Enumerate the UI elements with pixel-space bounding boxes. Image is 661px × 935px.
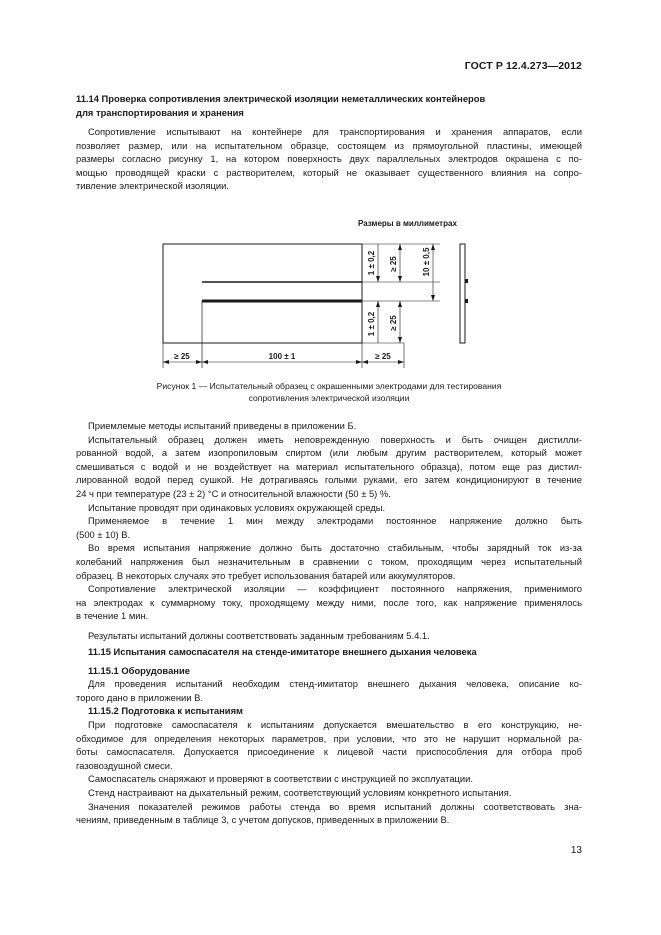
dim-electrode-bottom: 1 ± 0,2 — [367, 311, 376, 337]
text-line: мощью проводящей краски с растворителем, который не оказывает существенного влияния на сопро- — [76, 166, 582, 178]
text-line: Самоспасатель снаряжают и проверяют в соответствии с инструкцией по эксплуатации. — [88, 773, 473, 785]
caption-line: Рисунок 1 — Испытательный образец с окрашенными электродами для тестирования — [156, 381, 502, 391]
title-line: для транспортирования и хранения — [76, 106, 244, 118]
dim-left-margin: ≥ 25 — [174, 352, 190, 361]
text-line: При подготовке самоспасателя к испытаниям допускается вмешательство в его конструкцию, не- — [88, 718, 582, 730]
text-line: (500 ± 10) В. — [76, 528, 131, 540]
figure-caption — [76, 380, 582, 405]
text-line: позволяет размер, или на испытательном образце, состоящем из прямоугольной пластины, имеющей — [76, 139, 582, 151]
specimen-side-view — [460, 244, 465, 343]
text-line: Стенд настраивают на дыхательный режим, соответствующий условиям конкретного испытания. — [88, 786, 512, 798]
text-line: в течение 1 мин. — [76, 610, 149, 622]
text-line: Во время испытания напряжение должно быть достаточно стабильным, чтобы зарядный ток из-за — [88, 542, 582, 554]
dim-top-margin: ≥ 25 — [389, 256, 398, 272]
text-line: боты самоспасателя. Допускается присоединение к лицевой части приспособления для отбора проб — [76, 746, 582, 758]
text-line: Приемлемые методы испытаний приведены в приложении Б. — [88, 420, 357, 431]
section-11-15 — [76, 645, 582, 827]
text-line: чениям, приведенным в таблице 3, с учетом допусков, приведенных в приложении В. — [76, 814, 450, 826]
dim-electrode-top: 1 ± 0,2 — [367, 250, 376, 276]
text-line: Применяемое в течение 1 мин между электродами постоянное напряжение должно быть — [88, 515, 582, 527]
section-title: 11.15 Испытания самоспасателя на стенде-имитаторе внешнего дыхания человека — [88, 646, 477, 657]
text-line: лированной водой перед сушкой. Не дотрагиваясь голыми руками, его затем кондиционируют в течение — [76, 474, 582, 486]
text-line: газовоздушной смеси. — [76, 759, 173, 771]
page-number: 13 — [570, 845, 582, 856]
title-line: 11.14 Проверка сопротивления электрической изоляции неметаллических контейнеров — [76, 93, 486, 104]
text-line: Результаты испытаний должны соответствовать заданным требованиям 5.4.1. — [88, 629, 430, 641]
text-line: Испытание проводят при одинаковых условиях окружающей среды. — [88, 501, 386, 513]
caption-line: сопротивления электрической изоляции — [248, 393, 410, 404]
subsection-title: 11.15.1 Оборудование — [88, 664, 190, 676]
dim-gap: 10 ± 0,5 — [422, 247, 431, 277]
text-line: Значения показателей режимов работы стенда во время испытаний должны соответствовать зна- — [88, 800, 582, 812]
text-line: рованной водой, а затем изопропиловым спиртом (или любым другим растворителем, который может — [76, 447, 582, 459]
text-line: Испытательный образец должен иметь неповрежденную поверхность и быть очищен дистилли- — [88, 433, 582, 445]
body-after-figure — [76, 419, 582, 643]
dim-bottom-margin: ≥ 25 — [389, 315, 398, 331]
specimen-plate — [163, 244, 362, 343]
text-line: Сопротивление электрической изоляции — коэффициент постоянного напряжения, применимого — [88, 583, 582, 595]
text-line: образец. В некоторых случаях это требует использования батарей или аккумуляторов. — [76, 569, 456, 581]
document-id-header: ГОСТ Р 12.4.273—2012 — [464, 60, 582, 72]
dim-length: 100 ± 1 — [268, 352, 296, 361]
text-line: Сопротивление испытывают на контейнере для транспортирования и хранения аппаратов, если — [88, 126, 582, 137]
text-line: тивление электрической изоляции. — [76, 180, 229, 192]
subsection-title: 11.15.2 Подготовка к испытаниям — [88, 705, 243, 717]
text-line: на электродах к суммарному току, проходящему между ними, после того, как напряжение применялось — [76, 596, 582, 608]
text-line: колебаний напряжения был незначительным в сравнении с током, проходящим через испытательный — [76, 555, 582, 567]
figure-units-note: Размеры в миллиметрах — [358, 219, 457, 228]
text-line: размеры согласно рисунку 1, на котором поверхность двух параллельных электродов окрашена с по- — [76, 153, 582, 165]
text-line: обходимое для определения некоторых параметров, при условии, что это не нарушит нормальной ра- — [76, 732, 582, 744]
dim-right-margin: ≥ 25 — [375, 352, 391, 361]
text-line: смешиваться с водой и не воздействует на материал испытательного образца), потом еще раз дистил- — [76, 460, 582, 472]
text-line: Для проведения испытаний необходим стенд-имитатор внешнего дыхания человека, описание ко- — [88, 678, 582, 690]
text-line: торого дано в приложении В. — [76, 691, 203, 703]
text-line: 24 ч при температуре (23 ± 2) °С и относительной влажности (50 ± 5) %. — [76, 487, 391, 499]
